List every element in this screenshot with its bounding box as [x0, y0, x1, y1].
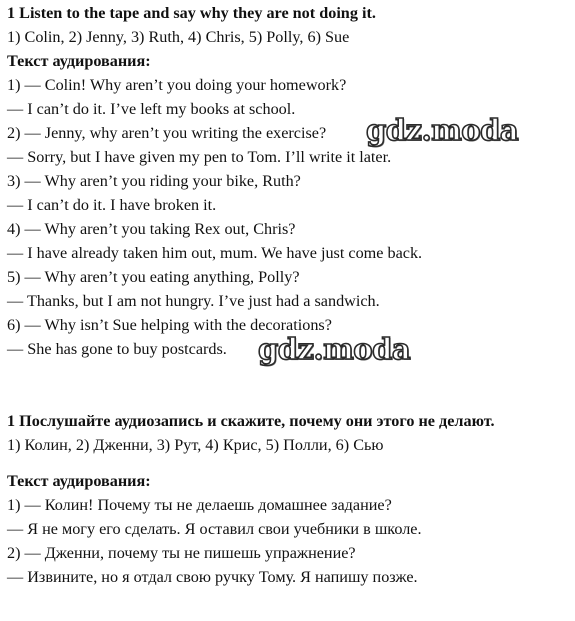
russian-line-1: 1) — Колин! Почему ты не делаешь домашнее задание? — [7, 496, 392, 514]
russian-line-3: 2) — Дженни, почему ты не пишешь упражнение? — [7, 544, 356, 562]
watermark-logo: gdz.moda — [366, 113, 519, 147]
russian-line-4: — Извините, но я отдал свою ручку Тому. Я напишу позже. — [7, 568, 418, 586]
russian-heading: 1 Послушайте аудиозапись и скажите, почему они этого не делают. — [7, 412, 495, 430]
english-line-7: 4) — Why aren’t you taking Rex out, Chris? — [7, 220, 296, 238]
english-line-9: 5) — Why aren’t you eating anything, Polly? — [7, 268, 300, 286]
watermark-logo: gdz.moda — [258, 332, 411, 366]
english-line-4: — Sorry, but I have given my pen to Tom. I’ll write it later. — [7, 148, 392, 166]
english-line-6: — I can’t do it. I have broken it. — [7, 196, 217, 214]
english-line-11: 6) — Why isn’t Sue helping with the decorations? — [7, 316, 332, 334]
english-transcript-title: Текст аудирования: — [7, 52, 151, 70]
english-names-list: 1) Colin, 2) Jenny, 3) Ruth, 4) Chris, 5) Polly, 6) Sue — [7, 28, 350, 46]
english-line-12: — She has gone to buy postcards. — [7, 340, 227, 358]
russian-transcript-title: Текст аудирования: — [7, 472, 151, 490]
english-line-8: — I have already taken him out, mum. We have just come back. — [7, 244, 423, 262]
english-line-5: 3) — Why aren’t you riding your bike, Ruth? — [7, 172, 301, 190]
russian-line-2: — Я не могу его сделать. Я оставил свои учебники в школе. — [7, 520, 422, 538]
english-heading: 1 Listen to the tape and say why they are not doing it. — [7, 4, 376, 22]
english-line-2: — I can’t do it. I’ve left my books at school. — [7, 100, 296, 118]
english-line-10: — Thanks, but I am not hungry. I’ve just had a sandwich. — [7, 292, 380, 310]
russian-names-list: 1) Колин, 2) Дженни, 3) Рут, 4) Крис, 5) Полли, 6) Сью — [7, 436, 384, 454]
english-line-3: 2) — Jenny, why aren’t you writing the exercise? — [7, 124, 327, 142]
english-line-1: 1) — Colin! Why aren’t you doing your homework? — [7, 76, 347, 94]
